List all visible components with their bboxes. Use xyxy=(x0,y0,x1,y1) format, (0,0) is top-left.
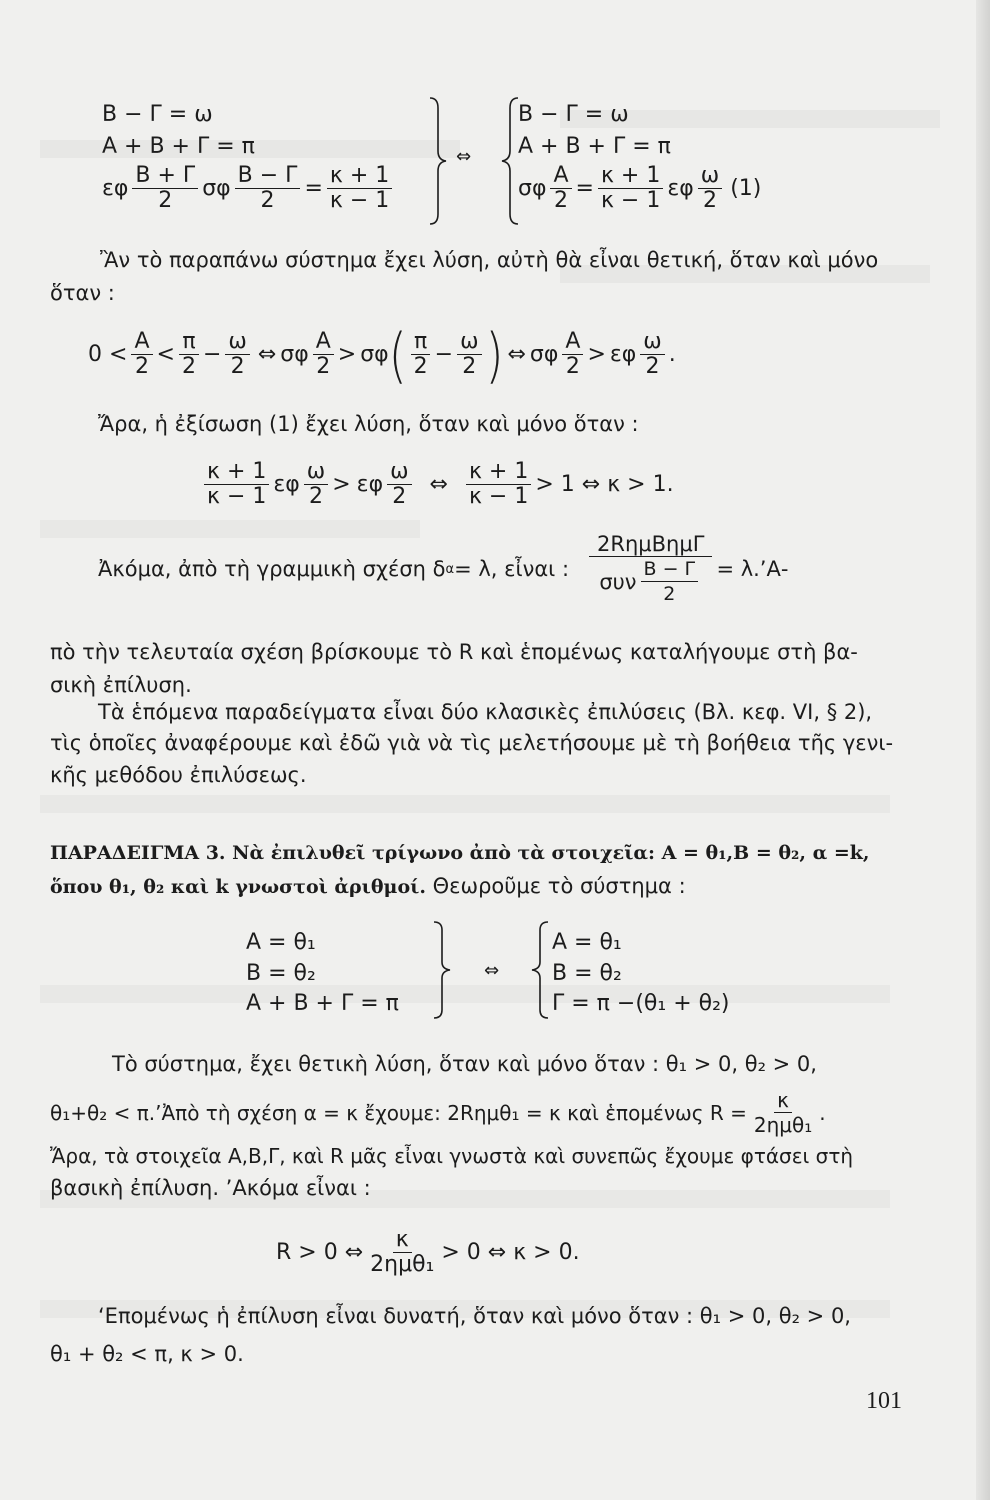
inequality-1: 0 < $\frac{A}{2}$ < $\frac{\pi}{2}$ − $\frac{\omega}{2}$ ⇔ σφ $\frac{A}{2}$ > σφ ( $\frac{\pi}{2}$ − $\frac{\omega}{2}$ ) ⇔ σφ $\frac{A}{2}$ > εφ $\frac{\omega}{2}$ . xyxy=(88,319,676,390)
fraction: $\frac{A}{2}$ xyxy=(550,164,571,213)
left-paren: ( xyxy=(388,319,407,390)
example-3-heading: ΠΑΡΑΔΕΙΓΜΑ 3. Νὰ ἐπιλυθεῖ τρίγωνο ἀπὸ τὰ στοιχεῖα: Α = θ₁,Β = θ₂, α =k, xyxy=(50,842,870,864)
inequality-2: $\frac{\kappa + 1}{\kappa - 1}$ εφ $\frac{\omega}{2}$ > εφ $\frac{\omega}{2}$ ⇔ $\frac{\kappa + 1}{\kappa - 1}$ > 1 ⇔ κ > 1. xyxy=(200,460,674,509)
system1-left-eq1: Β − Γ = ω xyxy=(102,102,213,127)
system1-right-eq2: Α + Β + Γ = π xyxy=(518,134,671,159)
right-paren: ) xyxy=(485,319,504,390)
system1-left-eq2: Α + Β + Γ = π xyxy=(102,134,255,159)
ef-symbol: εφ xyxy=(102,176,129,201)
paragraph-2: Ἄρα, ἡ ἐξίσωση (1) ἔχει λύση, ὅταν καὶ μόνο ὅταν : xyxy=(98,412,639,436)
fraction: $\frac{B - \Gamma}{2}$ xyxy=(235,164,301,213)
fraction: $\frac{\omega}{2}$ xyxy=(698,164,722,213)
big-fraction: 2RημΒημΓ συν $\frac{B - \Gamma}{2}$ xyxy=(589,532,712,606)
iff-arrow: ⇔ xyxy=(456,146,472,167)
paragraph-3: Ἀκόμα, ἀπὸ τὴ γραμμικὴ σχέση δ α = λ, εἶναι : 2RημΒημΓ συν $\frac{B - \Gamma}{2}$ = λ.’Α- xyxy=(98,532,789,605)
page-number: 101 xyxy=(866,1388,902,1414)
equation-label: (1) xyxy=(730,176,762,201)
paragraph-7: θ₁+θ₂ < π.’Ἀπὸ τὴ σχέση α = κ ἔχουμε: 2Rημθ₁ = κ καὶ ἑπομένως R = $\frac{\kappa}{\text{2ημθ₁}}$ . xyxy=(50,1088,826,1137)
system1-right-eq3: σφ $\frac{A}{2}$ = $\frac{\kappa + 1}{\kappa - 1}$ εφ $\frac{\omega}{2}$ (1) xyxy=(518,163,762,213)
right-brace-icon xyxy=(428,96,450,226)
fraction: $\frac{\kappa + 1}{\kappa - 1}$ xyxy=(327,164,392,213)
sf-symbol: σφ xyxy=(202,176,231,201)
fraction: $\frac{\kappa + 1}{\kappa - 1}$ xyxy=(598,164,663,213)
inequality-3: R > 0 ⇔ $\frac{\kappa}{\text{2ημθ₁}}$ > 0 ⇔ κ > 0. xyxy=(276,1227,580,1277)
left-brace-icon xyxy=(498,96,520,226)
left-brace-icon xyxy=(528,920,550,1020)
system1-right-eq1: Β − Γ = ω xyxy=(518,102,629,127)
right-brace-icon xyxy=(432,920,454,1020)
example-3-line2: ὅπου θ₁, θ₂ καὶ k γνωστοὶ ἀριθμοί. Θεωροῦμε τὸ σύστημα : xyxy=(50,874,686,898)
system1-left-eq3: εφ $\frac{B + \Gamma}{2}$ σφ $\frac{B - \Gamma}{2}$ = $\frac{\kappa + 1}{\kappa - 1}$ xyxy=(102,164,396,213)
paragraph-6: Τὸ σύστημα, ἔχει θετικὴ λύση, ὅταν καὶ μόνο ὅταν : θ₁ > 0, θ₂ > 0, xyxy=(112,1052,817,1076)
iff-arrow: ⇔ xyxy=(484,960,500,981)
page-edge-shadow xyxy=(976,0,990,1500)
paragraph-1: Ἂν τὸ παραπάνω σύστημα ἔχει λύση, αὐτὴ θὰ εἶναι θετική, ὅταν καὶ μόνο ὅταν : xyxy=(50,248,879,305)
fraction: $\frac{B + \Gamma}{2}$ xyxy=(132,164,198,213)
book-page: Β − Γ = ω Α + Β + Γ = π εφ $\frac{B + \Gamma}{2}$ σφ $\frac{B - \Gamma}{2}$ = $\frac{\kappa + 1}{\kappa - 1}$ ⇔ Β − Γ = ω Α + Β + Γ = π σφ $\frac{A}{2}$ = $\frac{\kappa + 1}{\kappa - 1}$ εφ $\frac{\omega}{2}$ (1) Ἂν τὸ παραπάνω σύστημα ἔχει λύση, αὐτὴ θὰ εἶναι θετική, ὅταν καὶ μόνο ὅταν : 0 < $\frac{A}{2}$ < $\frac{\pi}{2}$ − $\frac{\omega}{2}$ ⇔ σφ $\frac{A}{2}$ > σφ ( $\frac{\pi}{2}$ − $\frac{\omega}{2}$ ) ⇔ σφ $\frac{A}{2}$ > εφ $\frac{\omega}{2}$ . Ἄρα, ἡ ἐξίσωση (1) ἔχει λύση, ὅταν καὶ μόνο ὅταν : $\frac{\kappa + 1}{\kappa - 1}$ εφ $\frac{\omega}{2}$ > εφ $\frac{\omega}{2}$ ⇔ $\frac{\kappa + 1}{\kappa - 1}$ > 1 ⇔ κ > 1. Ἀκόμα, ἀπὸ τὴ γραμμικὴ σχέση δ α = λ, εἶναι : 2RημΒημΓ συν $\frac{B - \Gamma}{2}$ = λ.’Α- πὸ τὴν τελευταία σχέση βρίσκουμε τὸ R καὶ ἑπομένως καταλήγουμε στὴ βα- σικὴ ἐπίλυση. Τὰ ἑπόμενα παραδείγματα εἶναι δύο κλασικὲς ἐπιλύσεις (Βλ. κεφ. VI, § 2), τὶς ὁποῖες ἀναφέρουμε καὶ ἐδῶ γιὰ νὰ τὶς μελετήσουμε μὲ τὴ βοήθεια τῆς γενι- κῆς μεθόδου ἐπιλύσεως. ΠΑΡΑΔΕΙΓΜΑ 3. Νὰ ἐπιλυθεῖ τρίγωνο ἀπὸ τὰ στοιχεῖα: Α = θ₁,Β = θ₂, α =k, ὅπου θ₁, θ₂ καὶ k γνωστοὶ ἀριθμοί. Θεωροῦμε τὸ σύστημα : Α = θ₁ Β = θ₂ Α + Β + Γ = π ⇔ Α = θ₁ Β = θ₂ Γ = π −(θ₁ + θ₂) Τὸ σύστημα, ἔχει θετικὴ λύση, ὅταν καὶ μόνο ὅταν : θ₁ > 0, θ₂ > 0, θ₁+θ₂ < π.’Ἀπὸ τὴ σχέση α = κ ἔχουμε: 2Rημθ₁ = κ καὶ ἑπομένως R = $\frac{\kappa}{\text{2ημθ₁}}$ . Ἄρα, τὰ στοιχεῖα Α,Β,Γ, καὶ R μᾶς εἶναι γνωστὰ καὶ συνεπῶς ἔχουμε φτάσει στὴ βασικὴ ἐπίλυση. ’Ακόμα εἶναι : R > 0 ⇔ $\frac{\kappa}{\text{2ημθ₁}}$ > 0 ⇔ κ > 0. ‘Επομένως ἡ ἐπίλυση εἶναι δυνατή, ὅταν καὶ μόνο ὅταν : θ₁ > 0, θ₂ > 0, θ₁ + θ₂ < π, κ > 0. 101 xyxy=(0,0,990,1500)
